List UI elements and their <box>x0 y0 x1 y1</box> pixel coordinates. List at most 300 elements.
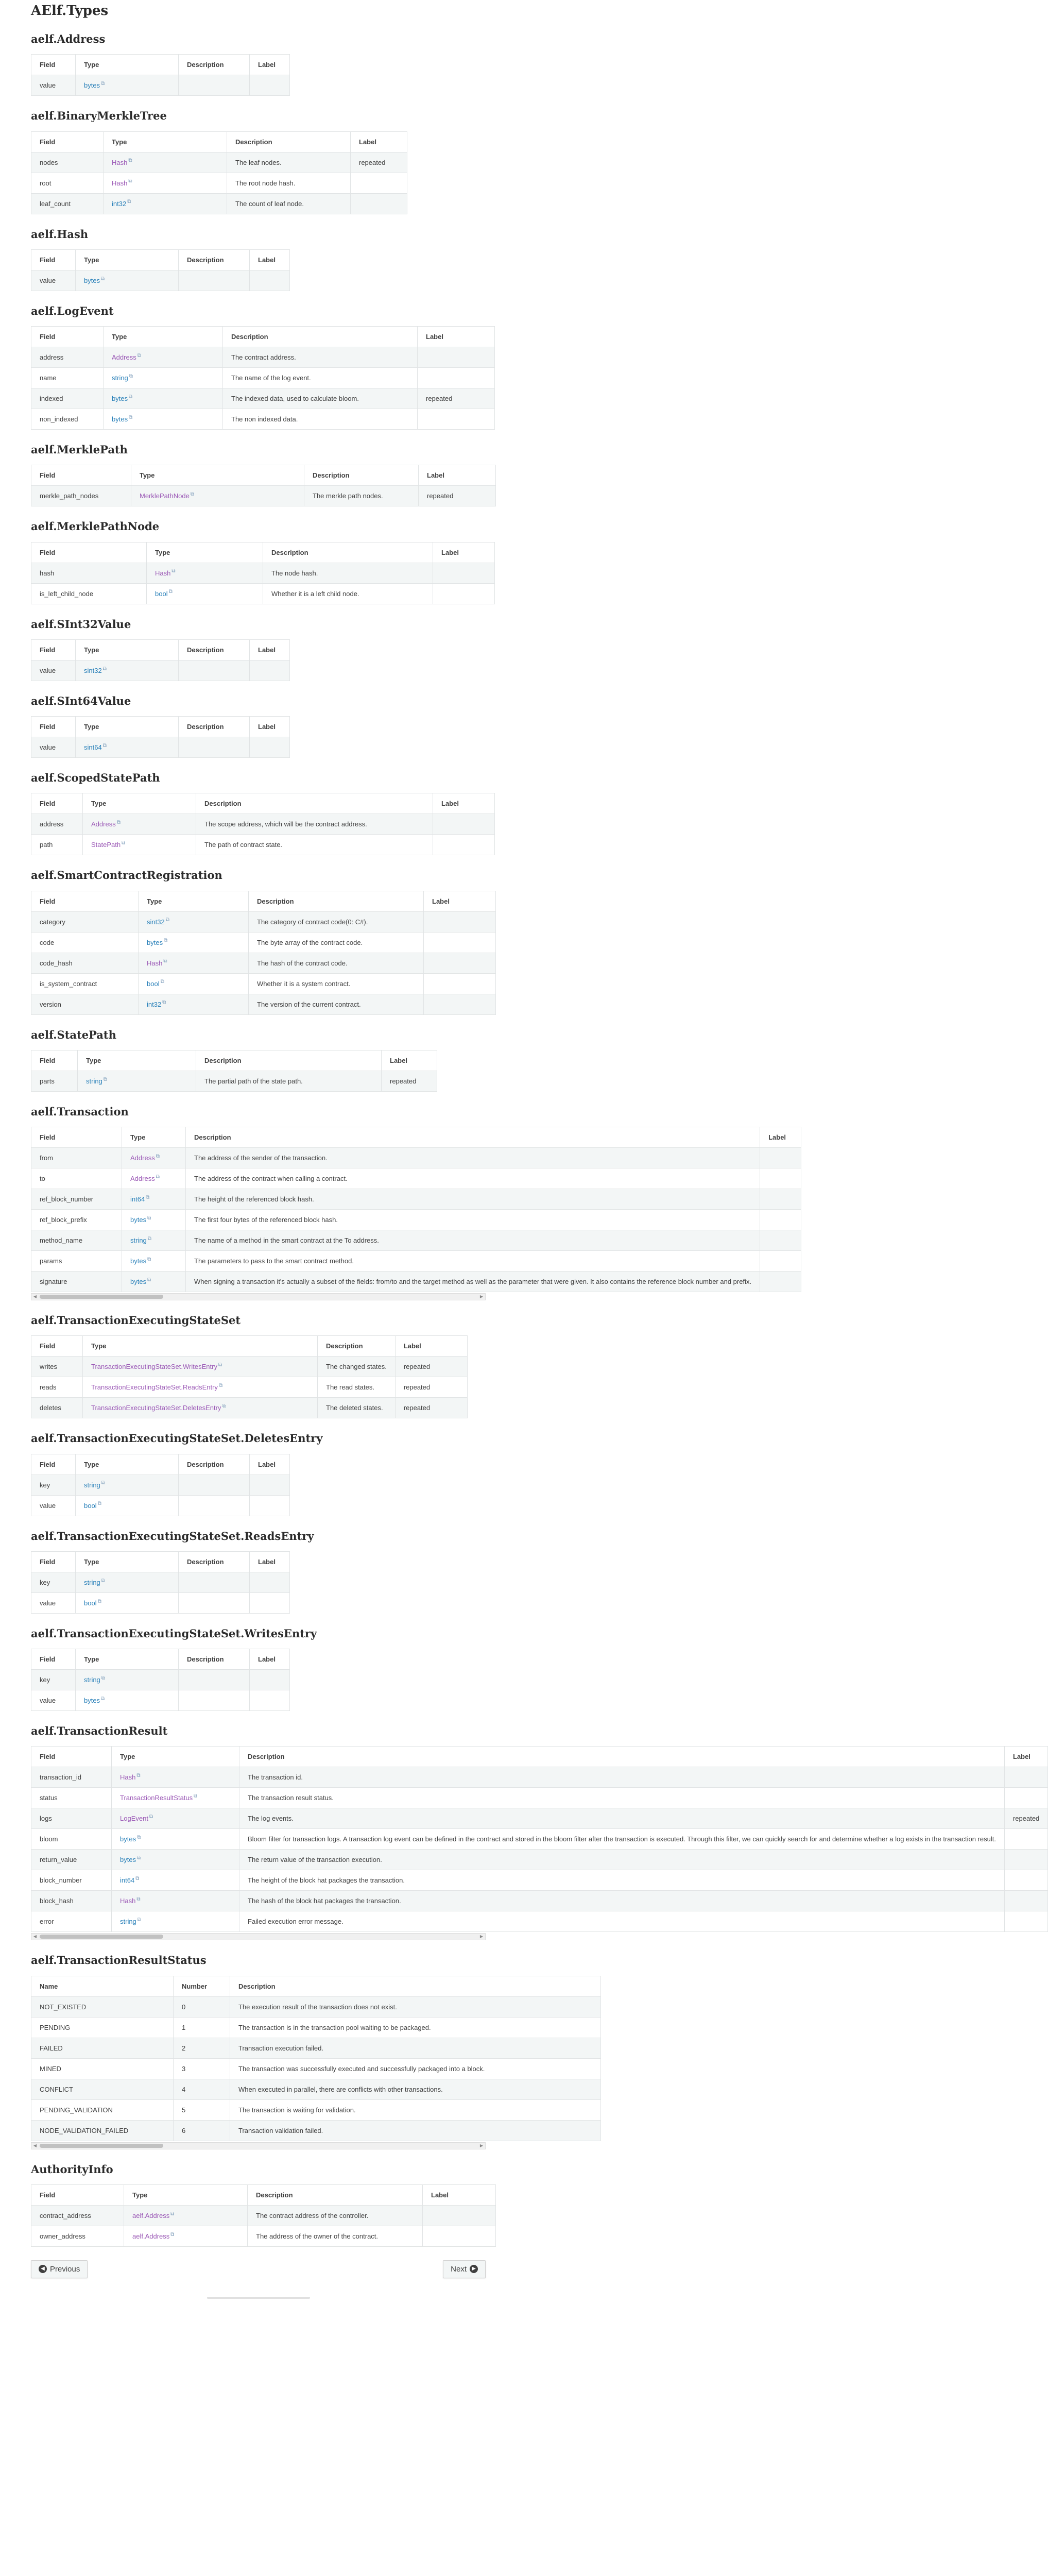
table-cell: 4 <box>174 2079 230 2099</box>
table-cell <box>760 1230 801 1251</box>
table-cell <box>760 1272 801 1292</box>
table-cell: NODE_VALIDATION_FAILED <box>31 2120 174 2141</box>
table-cell: The height of the block hat packages the transaction. <box>239 1870 1005 1891</box>
type-link[interactable]: string <box>84 1481 100 1489</box>
column-header: Description <box>179 1649 250 1670</box>
table-cell: The transaction is waiting for validation. <box>230 2099 601 2120</box>
table-cell <box>424 911 496 932</box>
table-row <box>31 347 495 368</box>
horizontal-scrollbar[interactable] <box>31 1293 486 1300</box>
table-row <box>31 814 495 835</box>
column-header: Field <box>31 793 83 814</box>
column-header: Field <box>31 327 104 347</box>
table-row <box>31 1829 1048 1850</box>
section-title: aelf.TransactionResult <box>31 1724 168 1738</box>
table-row <box>31 193 407 214</box>
column-header: Description <box>249 891 424 911</box>
type-link[interactable]: bytes <box>84 276 100 284</box>
table-cell <box>250 1572 290 1592</box>
column-header: Label <box>1004 1747 1047 1767</box>
table-cell: The parameters to pass to the smart contract method. <box>186 1251 760 1272</box>
column-header: Field <box>31 1747 112 1767</box>
fields-table <box>31 54 290 96</box>
table-cell: contract_address <box>31 2205 124 2226</box>
column-header: Description <box>230 1976 601 1996</box>
next-label: Next <box>451 2264 467 2274</box>
type-link[interactable]: bytes <box>130 1257 147 1265</box>
table-cell <box>250 1495 290 1516</box>
table-header-row <box>31 891 496 911</box>
type-link[interactable]: Hash <box>112 179 128 187</box>
table-cell <box>433 563 495 583</box>
type-link[interactable]: bool <box>84 1501 97 1510</box>
type-link[interactable]: bytes <box>147 938 163 946</box>
type-link[interactable]: int64 <box>130 1195 145 1204</box>
type-link[interactable]: bytes <box>112 395 128 403</box>
table-row <box>31 1911 1048 1932</box>
type-link[interactable]: string <box>120 1918 136 1926</box>
table-cell <box>424 932 496 953</box>
table-cell: When signing a transaction it's actually a subset of the fields: from/to and the target method as well as the parameter that were given. It also contains the reference block number and prefix. <box>186 1272 760 1292</box>
type-link[interactable]: Address <box>91 820 116 828</box>
scroll-left-icon[interactable]: ◀ <box>33 1934 37 1939</box>
type-cell: TransactionExecutingStateSet.ReadsEntry ⧉ <box>83 1377 318 1398</box>
table-header-row <box>31 639 290 660</box>
column-header: Type <box>76 249 179 270</box>
table-cell: The path of contract state. <box>196 835 433 855</box>
type-link[interactable]: Address <box>112 353 136 362</box>
table-cell: The transaction is in the transaction pool waiting to be packaged. <box>230 2017 601 2038</box>
table-wrapper <box>31 1976 486 2141</box>
table-header-row <box>31 1127 801 1148</box>
column-header: Field <box>31 131 104 152</box>
type-link[interactable]: bytes <box>120 1835 136 1843</box>
table-cell <box>179 1690 250 1711</box>
table-row <box>31 1475 290 1495</box>
column-header: Description <box>239 1747 1005 1767</box>
type-link[interactable]: bytes <box>84 81 100 90</box>
table-cell: repeated <box>351 152 407 173</box>
table-cell: key <box>31 1572 76 1592</box>
type-link[interactable]: bool <box>84 1599 97 1607</box>
type-cell: MerklePathNode ⧉ <box>131 486 304 506</box>
type-link[interactable]: bool <box>155 589 168 598</box>
fields-table <box>31 891 496 1015</box>
table-cell <box>424 973 496 994</box>
type-cell: Address ⧉ <box>104 347 223 368</box>
scroll-left-icon[interactable]: ◀ <box>33 1294 37 1299</box>
table-cell: repeated <box>395 1357 467 1377</box>
table-row <box>31 1592 290 1613</box>
table-wrapper <box>31 1454 486 1516</box>
table-row <box>31 911 496 932</box>
table-cell: The execution result of the transaction does not exist. <box>230 1996 601 2017</box>
table-cell: CONFLICT <box>31 2079 174 2099</box>
type-link[interactable]: int32 <box>112 199 127 208</box>
type-link[interactable]: string <box>130 1236 147 1245</box>
table-cell <box>351 193 407 214</box>
table-cell <box>424 953 496 973</box>
table-cell: value <box>31 1690 76 1711</box>
table-wrapper <box>31 131 486 214</box>
table-cell: The transaction was successfully executed and successfully packaged into a block. <box>230 2058 601 2079</box>
column-header: Type <box>76 717 179 737</box>
table-cell: ref_block_number <box>31 1189 122 1210</box>
column-header: Label <box>433 793 495 814</box>
scroll-right-icon[interactable]: ▶ <box>479 2143 484 2148</box>
table-cell: non_indexed <box>31 409 104 430</box>
table-cell: The hash of the block hat packages the transaction. <box>239 1891 1005 1911</box>
table-cell: 3 <box>174 2058 230 2079</box>
table-cell: The read states. <box>318 1377 396 1398</box>
type-cell: Hash ⧉ <box>104 152 227 173</box>
type-cell: bytes ⧉ <box>76 75 179 96</box>
type-link[interactable]: TransactionExecutingStateSet.DeletesEntry <box>91 1404 221 1412</box>
type-cell: Hash ⧉ <box>112 1767 239 1788</box>
table-header-row <box>31 249 290 270</box>
table-header-row <box>31 55 290 75</box>
type-cell: bool ⧉ <box>147 583 263 604</box>
table-cell: PENDING <box>31 2017 174 2038</box>
table-cell <box>1004 1891 1047 1911</box>
type-link[interactable]: int32 <box>147 1000 162 1008</box>
table-row <box>31 2226 496 2246</box>
table-cell <box>418 409 495 430</box>
table-cell <box>433 583 495 604</box>
table-header-row <box>31 1050 437 1071</box>
type-link[interactable]: Hash <box>120 1897 136 1905</box>
column-header: Description <box>248 2184 423 2205</box>
table-cell <box>179 1475 250 1495</box>
fields-table <box>31 1127 801 1292</box>
scroll-right-icon[interactable]: ▶ <box>479 1294 484 1299</box>
table-row <box>31 1670 290 1690</box>
table-cell: The first four bytes of the referenced block hash. <box>186 1210 760 1230</box>
table-wrapper <box>31 1127 786 1292</box>
fields-table <box>31 1335 468 1418</box>
column-header: Label <box>433 542 495 563</box>
table-cell: value <box>31 1592 76 1613</box>
fields-table <box>31 131 407 214</box>
section-title: aelf.BinaryMerkleTree <box>31 109 167 123</box>
type-cell: bytes ⧉ <box>76 270 179 291</box>
table-cell: Failed execution error message. <box>239 1911 1005 1932</box>
column-header: Description <box>179 1551 250 1572</box>
fields-table <box>31 1050 437 1092</box>
table-cell <box>424 994 496 1014</box>
column-header: Description <box>196 1050 382 1071</box>
table-cell: The height of the referenced block hash. <box>186 1189 760 1210</box>
table-cell: Whether it is a left child node. <box>263 583 433 604</box>
type-link[interactable]: bytes <box>84 1697 100 1705</box>
type-link[interactable]: TransactionExecutingStateSet.WritesEntry <box>91 1363 217 1371</box>
table-cell: The address of the contract when calling a contract. <box>186 1168 760 1189</box>
column-header: Description <box>196 793 433 814</box>
type-link[interactable]: sint32 <box>147 918 165 926</box>
type-link[interactable]: Hash <box>155 569 171 577</box>
type-cell: string ⧉ <box>76 1475 179 1495</box>
type-link[interactable]: MerklePathNode <box>140 492 190 500</box>
fields-table <box>31 2184 496 2247</box>
type-link[interactable]: bytes <box>130 1216 147 1224</box>
type-cell: Hash ⧉ <box>104 173 227 193</box>
table-cell <box>179 660 250 681</box>
table-cell: address <box>31 347 104 368</box>
column-header: Type <box>124 2184 248 2205</box>
table-row <box>31 1251 801 1272</box>
bottom-scroll-indicator <box>207 2297 310 2299</box>
table-cell <box>179 1670 250 1690</box>
table-row <box>31 1850 1048 1870</box>
table-cell: value <box>31 270 76 291</box>
table-cell <box>250 75 290 96</box>
table-cell: The log events. <box>239 1808 1005 1829</box>
table-cell <box>250 1670 290 1690</box>
table-cell <box>250 270 290 291</box>
column-header: Type <box>83 1336 318 1357</box>
column-header: Type <box>122 1127 186 1148</box>
table-cell: The name of the log event. <box>223 368 418 388</box>
type-link[interactable]: sint32 <box>84 666 102 674</box>
table-row <box>31 368 495 388</box>
table-wrapper <box>31 326 486 430</box>
table-header-row <box>31 542 495 563</box>
type-cell: string ⧉ <box>122 1230 186 1251</box>
type-link[interactable]: StatePath <box>91 841 121 849</box>
type-cell: sint32 ⧉ <box>139 911 249 932</box>
column-header: Type <box>131 465 304 486</box>
type-link[interactable]: string <box>86 1077 102 1085</box>
table-wrapper <box>31 1335 486 1418</box>
table-cell: return_value <box>31 1850 112 1870</box>
type-cell: int32 ⧉ <box>104 193 227 214</box>
table-wrapper <box>31 54 486 96</box>
type-link[interactable]: Hash <box>120 1773 136 1782</box>
table-row <box>31 75 290 96</box>
next-button[interactable] <box>443 2260 486 2278</box>
type-cell: bytes ⧉ <box>122 1272 186 1292</box>
page-title: AElf.Types <box>31 3 109 19</box>
column-header: Type <box>104 327 223 347</box>
table-wrapper <box>31 1649 486 1711</box>
column-header: Label <box>250 717 290 737</box>
table-cell: value <box>31 737 76 758</box>
table-wrapper <box>31 639 486 681</box>
column-header: Label <box>395 1336 467 1357</box>
column-header: Type <box>83 793 196 814</box>
table-cell: error <box>31 1911 112 1932</box>
horizontal-scrollbar[interactable] <box>31 2142 486 2149</box>
section-title: aelf.MerklePathNode <box>31 520 160 533</box>
table-cell: The contract address. <box>223 347 418 368</box>
table-cell: When executed in parallel, there are conflicts with other transactions. <box>230 2079 601 2099</box>
table-cell: repeated <box>382 1071 437 1091</box>
column-header: Label <box>250 1649 290 1670</box>
table-header-row <box>31 2184 496 2205</box>
table-cell: nodes <box>31 152 104 173</box>
column-header: Label <box>760 1127 801 1148</box>
table-header-row <box>31 1976 601 1996</box>
table-row <box>31 953 496 973</box>
table-wrapper <box>31 249 486 291</box>
type-cell: Address ⧉ <box>122 1168 186 1189</box>
table-cell <box>1004 1767 1047 1788</box>
table-cell: bloom <box>31 1829 112 1850</box>
table-header-row <box>31 793 495 814</box>
table-row <box>31 994 496 1014</box>
fields-table <box>31 326 495 430</box>
type-cell: int64 ⧉ <box>122 1189 186 1210</box>
type-link[interactable]: Hash <box>112 158 128 166</box>
fields-table <box>31 1746 1048 1932</box>
type-link[interactable]: aelf.Address <box>132 2232 170 2240</box>
column-header: Label <box>250 1551 290 1572</box>
scroll-right-icon[interactable]: ▶ <box>479 1934 484 1939</box>
column-header: Number <box>174 1976 230 1996</box>
table-row <box>31 409 495 430</box>
scrollbar-thumb[interactable] <box>40 1295 163 1299</box>
table-cell: key <box>31 1670 76 1690</box>
column-header: Label <box>250 55 290 75</box>
table-row <box>31 1377 468 1398</box>
type-cell: string ⧉ <box>112 1911 239 1932</box>
type-cell: Hash ⧉ <box>112 1891 239 1911</box>
column-header: Label <box>351 131 407 152</box>
table-wrapper <box>31 716 486 758</box>
type-cell: bool ⧉ <box>76 1592 179 1613</box>
table-cell <box>250 1475 290 1495</box>
type-link[interactable]: string <box>112 374 128 382</box>
type-link[interactable]: LogEvent <box>120 1815 148 1823</box>
table-cell: is_left_child_node <box>31 583 147 604</box>
table-cell: block_hash <box>31 1891 112 1911</box>
type-cell: bytes ⧉ <box>112 1829 239 1850</box>
scrollbar-thumb[interactable] <box>40 2144 163 2148</box>
table-row <box>31 2058 601 2079</box>
table-cell <box>760 1210 801 1230</box>
table-row <box>31 1357 468 1377</box>
type-link[interactable]: bytes <box>112 415 128 423</box>
column-header: Type <box>139 891 249 911</box>
table-row <box>31 1398 468 1418</box>
type-link[interactable]: Address <box>130 1154 155 1162</box>
table-row <box>31 835 495 855</box>
table-cell: signature <box>31 1272 122 1292</box>
section-title: aelf.TransactionResultStatus <box>31 1954 207 1967</box>
table-row <box>31 2038 601 2058</box>
table-cell: The node hash. <box>263 563 433 583</box>
table-cell: The non indexed data. <box>223 409 418 430</box>
type-cell: aelf.Address ⧉ <box>124 2226 248 2246</box>
type-cell: bytes ⧉ <box>122 1210 186 1230</box>
table-row <box>31 270 290 291</box>
column-header: Field <box>31 1050 78 1071</box>
horizontal-scrollbar[interactable] <box>31 1933 486 1940</box>
table-cell <box>1004 1829 1047 1850</box>
table-row <box>31 2099 601 2120</box>
column-header: Name <box>31 1976 174 1996</box>
type-link[interactable]: Hash <box>147 959 163 967</box>
scroll-left-icon[interactable]: ◀ <box>33 2143 37 2148</box>
table-cell: The deleted states. <box>318 1398 396 1418</box>
column-header: Description <box>179 717 250 737</box>
table-cell <box>250 737 290 758</box>
table-cell: repeated <box>419 486 496 506</box>
table-cell <box>760 1189 801 1210</box>
section-title: aelf.LogEvent <box>31 304 114 317</box>
type-link[interactable]: sint64 <box>84 743 102 752</box>
table-cell <box>433 835 495 855</box>
table-cell: FAILED <box>31 2038 174 2058</box>
table-cell: to <box>31 1168 122 1189</box>
table-cell <box>179 270 250 291</box>
fields-table <box>31 542 495 604</box>
type-link[interactable]: string <box>84 1676 100 1684</box>
table-cell: The count of leaf node. <box>227 193 351 214</box>
column-header: Description <box>318 1336 396 1357</box>
type-cell: sint32 ⧉ <box>76 660 179 681</box>
table-row <box>31 563 495 583</box>
column-header: Label <box>418 327 495 347</box>
type-link[interactable]: int64 <box>120 1876 135 1885</box>
type-cell: aelf.Address ⧉ <box>124 2205 248 2226</box>
type-link[interactable]: TransactionResultStatus <box>120 1794 193 1802</box>
table-row <box>31 660 290 681</box>
table-cell <box>179 1592 250 1613</box>
type-link[interactable]: bool <box>147 979 160 988</box>
table-cell <box>1004 1850 1047 1870</box>
table-cell: Whether it is a system contract. <box>249 973 424 994</box>
table-row <box>31 1767 1048 1788</box>
type-link[interactable]: aelf.Address <box>132 2211 170 2219</box>
table-cell: status <box>31 1788 112 1808</box>
table-cell: The transaction id. <box>239 1767 1005 1788</box>
type-link[interactable]: Address <box>130 1175 155 1183</box>
table-cell: The changed states. <box>318 1357 396 1377</box>
table-row <box>31 152 407 173</box>
table-cell: The category of contract code(0: C#). <box>249 911 424 932</box>
table-row <box>31 1788 1048 1808</box>
previous-button[interactable] <box>31 2260 88 2278</box>
type-link[interactable]: bytes <box>130 1278 147 1286</box>
table-cell <box>418 347 495 368</box>
type-link[interactable]: TransactionExecutingStateSet.ReadsEntry <box>91 1383 218 1392</box>
table-cell: code_hash <box>31 953 139 973</box>
table-header-row <box>31 1336 468 1357</box>
column-header: Label <box>424 891 496 911</box>
type-cell: bool ⧉ <box>76 1495 179 1516</box>
type-cell: bytes ⧉ <box>139 932 249 953</box>
table-cell: The byte array of the contract code. <box>249 932 424 953</box>
column-header: Description <box>186 1127 760 1148</box>
table-cell: repeated <box>418 388 495 409</box>
fields-table <box>31 465 496 506</box>
type-link[interactable]: string <box>84 1578 100 1586</box>
table-cell: code <box>31 932 139 953</box>
column-header: Label <box>250 639 290 660</box>
column-header: Type <box>104 131 227 152</box>
table-wrapper <box>31 2184 486 2247</box>
type-link[interactable]: bytes <box>120 1856 136 1864</box>
column-header: Field <box>31 55 76 75</box>
table-cell: The partial path of the state path. <box>196 1071 382 1091</box>
table-row <box>31 2079 601 2099</box>
scrollbar-thumb[interactable] <box>40 1935 163 1939</box>
table-row <box>31 2205 496 2226</box>
column-header: Type <box>76 55 179 75</box>
table-cell <box>351 173 407 193</box>
type-cell: bytes ⧉ <box>112 1850 239 1870</box>
